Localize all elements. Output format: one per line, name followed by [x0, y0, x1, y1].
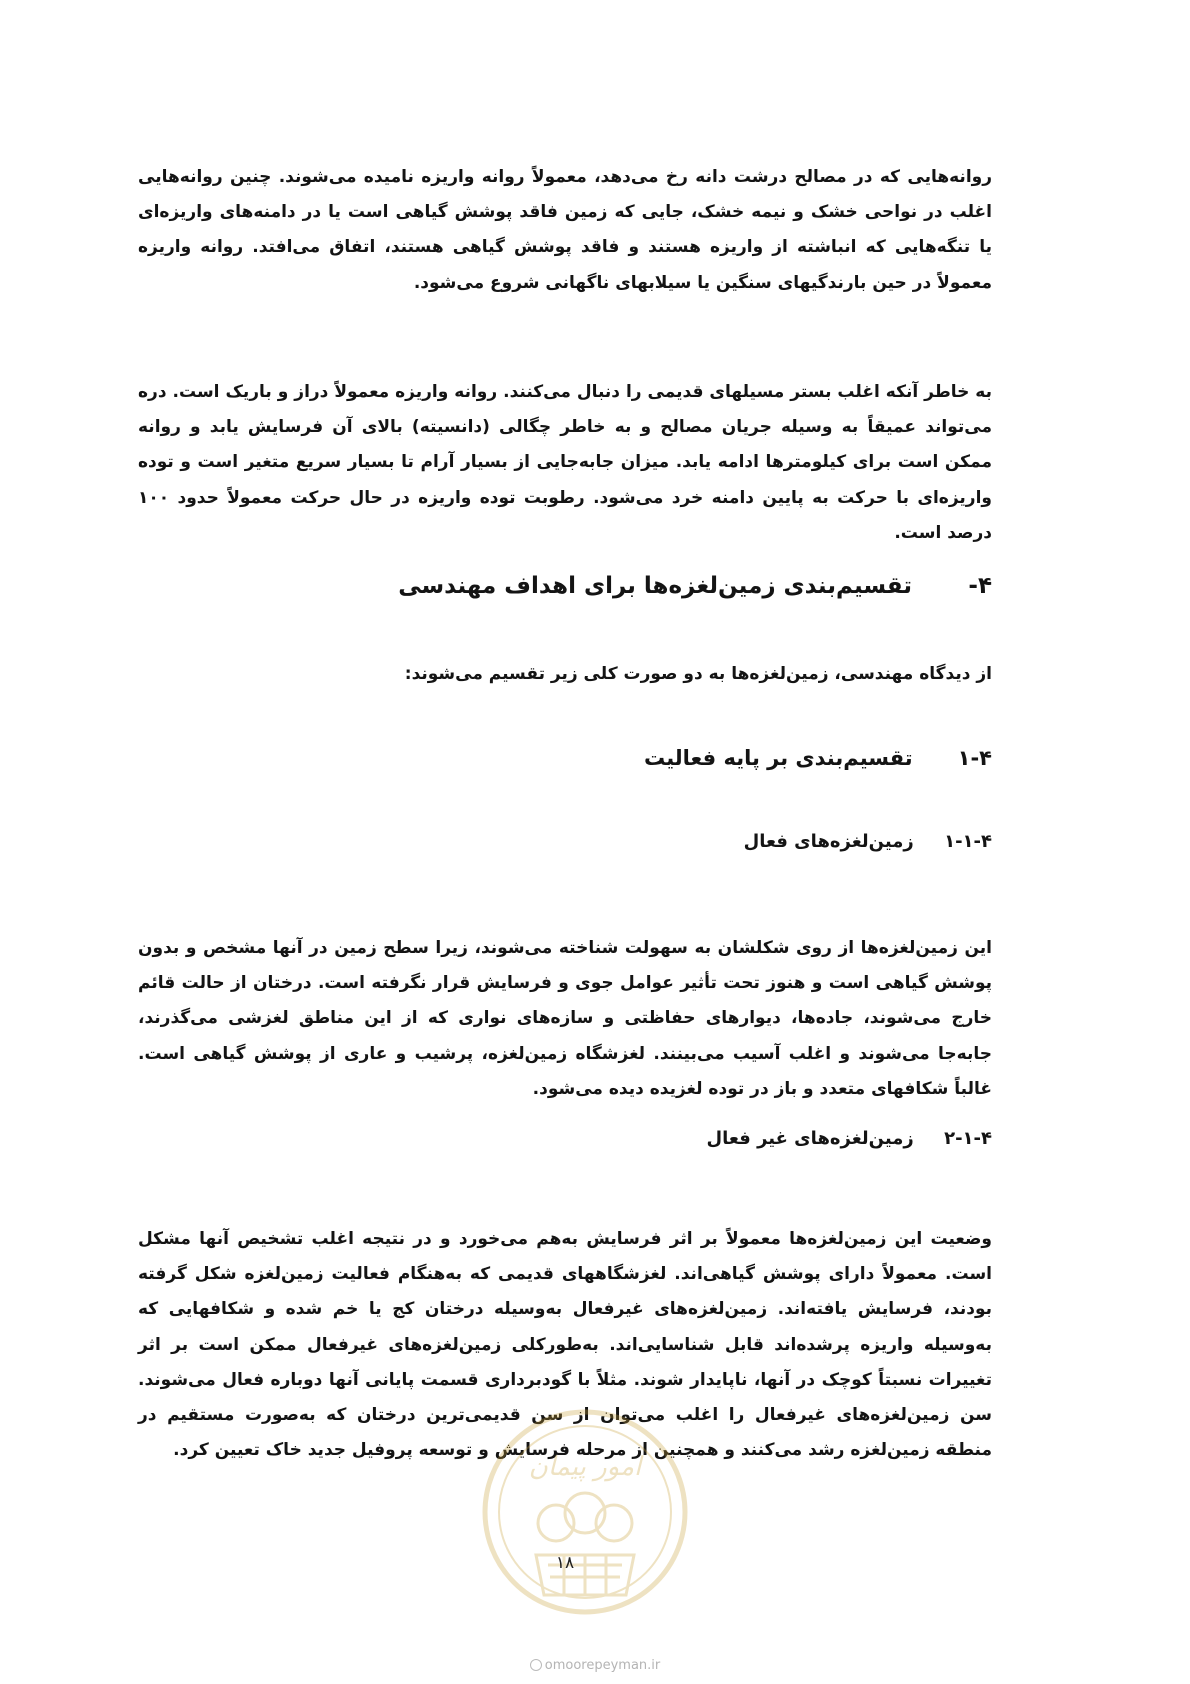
subsection-number: ۱-۴	[957, 746, 992, 770]
paragraph-inactive-landslides: وضعیت این زمین‌لغزه‌ها معمولاً بر اثر فرسایش به‌هم می‌خورد و در نتیجه اغلب تشخیص آنها مشکل است. معمولاً دارای پوشش گیاهی‌اند. لغزشگاههای قدیمی که به‌هنگام فعالیت زمین‌لغزه شکل گرفته بودند، فرسایش یافته‌اند. زمین‌لغزه‌های غیرفعال به‌وسیله درختان کج یا خم شده و شکافهایی که به‌وسیله واریزه پرشده‌اند قابل شناسایی‌اند. به‌طورکلی زمین‌لغزه‌های غیرفعال ممکن است بر اثر تغییرات نسبتاً کوچک در آنها، ناپایدار شوند. مثلاً با گودبرداری قسمت پایانی آنها دوباره فعال می‌شوند. سن زمین‌لغزه‌های غیرفعال را اغلب می‌توان از سن قدیمی‌ترین درختان که به‌صورت مستقیم در منطقه زمین‌لغزه رشد می‌کنند و همچنین از مرحله فرسایش و توسعه پروفیل جدید خاک تعیین کرد.	[138, 1229, 992, 1461]
footer-url	[480, 1658, 710, 1673]
subsection-number: ۲-۱-۴	[944, 1128, 992, 1149]
subsection-title: زمین‌لغزه‌های غیر فعال	[706, 1128, 914, 1149]
subsection-number: ۱-۱-۴	[944, 831, 992, 852]
watermark-text: امور پیمان	[528, 1452, 642, 1482]
section-heading-4	[138, 573, 992, 599]
paragraph-active-landslides: این زمین‌لغزه‌ها از روی شکلشان به سهولت شناخته می‌شوند، زیرا سطح زمین در آنها مشخص و بدون پوشش گیاهی است و هنوز تحت تأثیر عوامل جوی و فرسایش قرار نگرفته است. درختان از حالت قائم خارج می‌شوند، جاده‌ها، دیوارهای حفاظتی و سازه‌های نواری که از این مناطق لغزشی می‌گذرند، جابه‌جا می‌شوند و اغلب آسیب می‌بینند. لغزشگاه زمین‌لغزه، پرشیب و عاری از پوشش گیاهی است. غالباً شکافهای متعدد و باز در توده لغزیده دیده می‌شود.	[138, 938, 992, 1099]
footer-url-text: omoorepeyman.ir	[544, 1658, 661, 1673]
section-intro: از دیدگاه مهندسی، زمین‌لغزه‌ها به دو صورت کلی زیر تقسیم می‌شوند:	[404, 664, 992, 684]
subsection-title: تقسیم‌بندی بر پایه فعالیت	[643, 746, 913, 770]
paragraph-debris-flow: روانه‌هایی که در مصالح درشت دانه رخ می‌دهد، معمولاً روانه واریزه نامیده می‌شوند. چنین روانه‌هایی اغلب در نواحی خشک و نیمه خشک، جایی که زمین فاقد پوشش گیاهی است یا در دامنه‌های واریزه‌ای یا تنگه‌هایی که انباشته از واریزه هستند و فاقد پوشش گیاهی هستند، اتفاق می‌افتد. روانه واریزه معمولاً در حین بارندگیهای سنگین یا سیلابهای ناگهانی شروع می‌شود.	[138, 167, 992, 293]
seal-icon	[478, 1405, 692, 1619]
subsection-title: زمین‌لغزه‌های فعال	[743, 831, 914, 852]
paragraph-debris-flow-path: به خاطر آنکه اغلب بستر مسیلهای قدیمی را دنبال می‌کنند. روانه واریزه معمولاً دراز و باریک است. دره می‌تواند عمیقاً به وسیله جریان مصالح و به خاطر چگالی (دانسیته) بالای آن فرسایش یابد و روانه ممکن است برای کیلومترها ادامه یابد. میزان جابه‌جایی از بسیار آرام تا بسیار سریع متغیر است و توده واریزه‌ای با حرکت به پایین دامنه خرد می‌شود. رطوبت توده واریزه در حال حرکت معمولاً حدود ۱۰۰ درصد است.	[138, 382, 992, 543]
section-title: تقسیم‌بندی زمین‌لغزه‌ها برای اهداف مهندسی	[398, 573, 912, 599]
watermark-logo	[478, 1405, 692, 1619]
subsection-heading-4-1	[138, 746, 992, 770]
subsection-heading-4-1-2	[138, 1128, 992, 1149]
page-number: ۱۸	[555, 1553, 575, 1573]
subsection-heading-4-1-1	[138, 831, 992, 852]
globe-icon	[530, 1659, 542, 1671]
section-number: ۴-	[968, 573, 992, 599]
